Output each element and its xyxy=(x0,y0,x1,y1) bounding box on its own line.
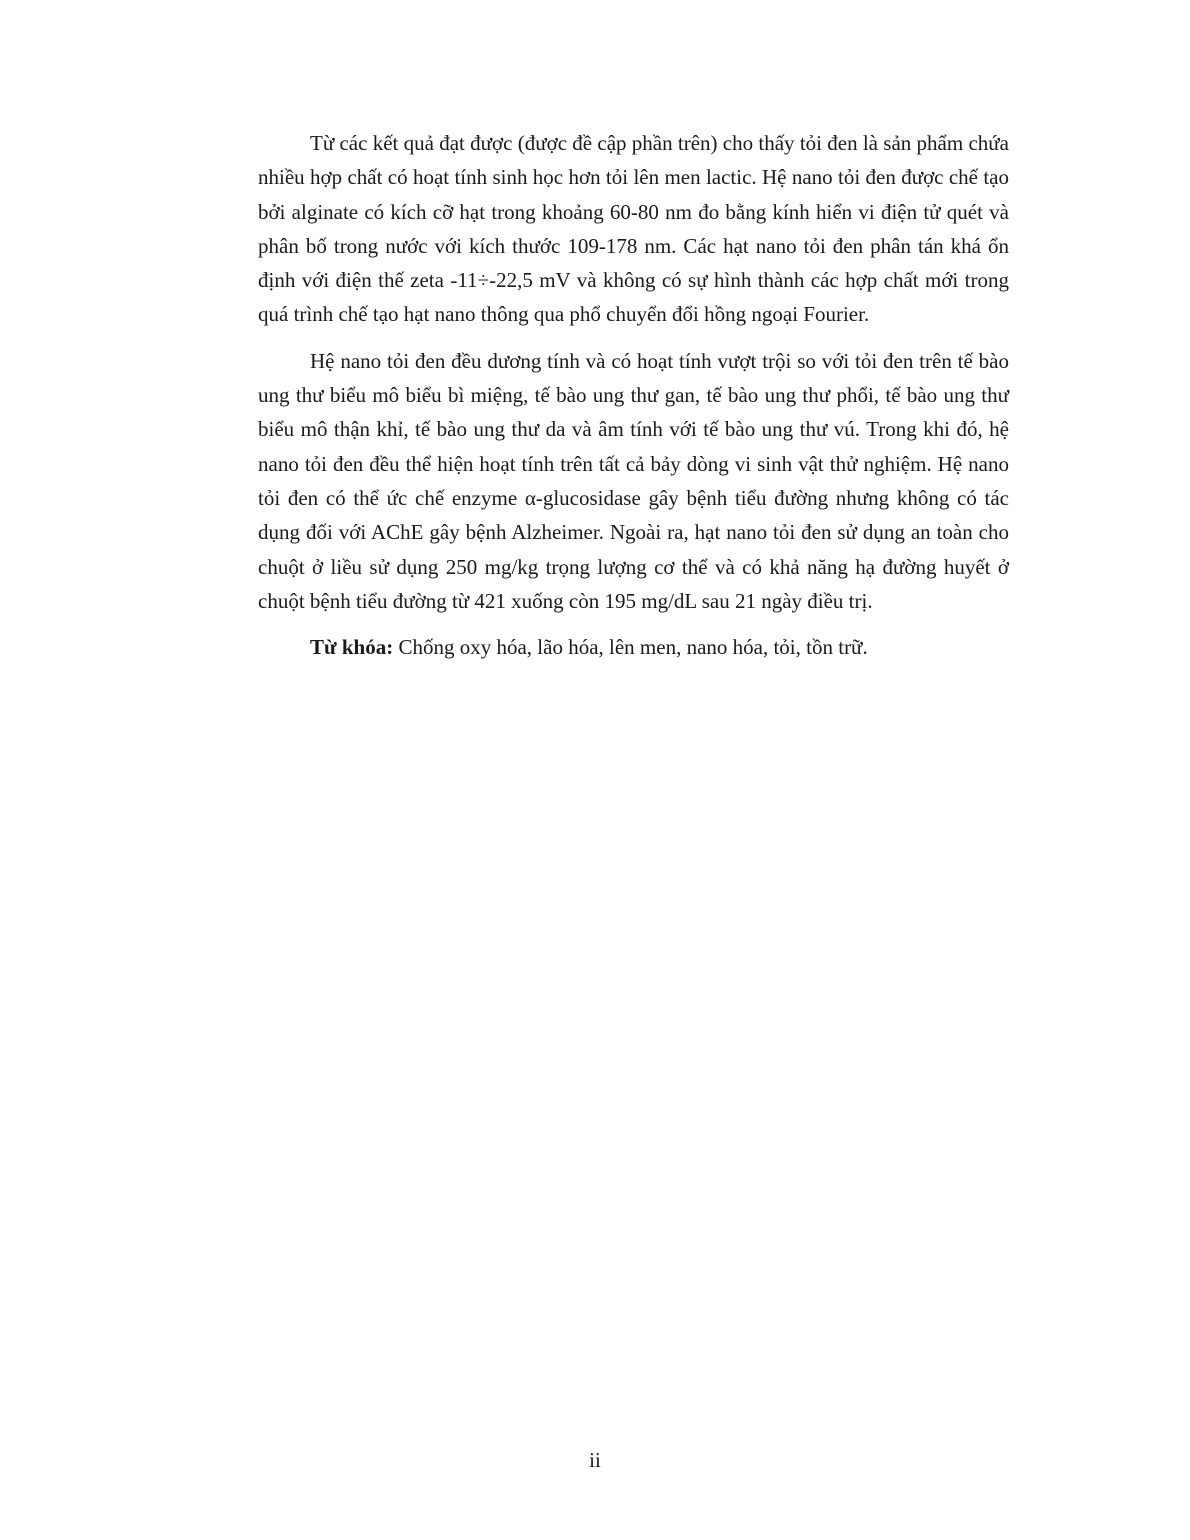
paragraph-bioactivity: Hệ nano tỏi đen đều dương tính và có hoạt tính vượt trội so với tỏi đen trên tế bào ung thư biểu mô biểu bì miệng, tế bào ung thư gan, tế bào ung thư phổi, tế bào ung thư biểu mô thận khỉ, tế bào ung thư da và âm tính với tế bào ung thư vú. Trong khi đó, hệ nano tỏi đen đều thể hiện hoạt tính trên tất cả bảy dòng vi sinh vật thử nghiệm. Hệ nano tỏi đen có thể ức chế enzyme α-glucosidase gây bệnh tiểu đường nhưng không có tác dụng đối với AChE gây bệnh Alzheimer. Ngoài ra, hạt nano tỏi đen sử dụng an toàn cho chuột ở liều sử dụng 250 mg/kg trọng lượng cơ thể và có khả năng hạ đường huyết ở chuột bệnh tiểu đường từ 421 xuống còn 195 mg/dL sau 21 ngày điều trị. xyxy=(258,348,1009,613)
page-number: ii xyxy=(589,1448,601,1472)
abstract-body xyxy=(258,126,1009,664)
keywords-text: Chống oxy hóa, lão hóa, lên men, nano hóa, tỏi, tồn trữ. xyxy=(393,635,868,660)
paragraph-results: Từ các kết quả đạt được (được đề cập phần trên) cho thấy tỏi đen là sản phẩm chứa nhiều hợp chất có hoạt tính sinh học hơn tỏi lên men lactic. Hệ nano tỏi đen được chế tạo bởi alginate có kích cỡ hạt trong khoảng 60-80 nm đo bằng kính hiển vi điện tử quét và phân bố trong nước với kích thước 109-178 nm. Các hạt nano tỏi đen phân tán khá ổn định với điện thế zeta -11÷-22,5 mV và không có sự hình thành các hợp chất mới trong quá trình chế tạo hạt nano thông qua phổ chuyển đổi hồng ngoại Fourier. xyxy=(258,131,1009,327)
keywords-line xyxy=(258,630,1009,664)
keywords-label: Từ khóa: xyxy=(310,635,394,660)
